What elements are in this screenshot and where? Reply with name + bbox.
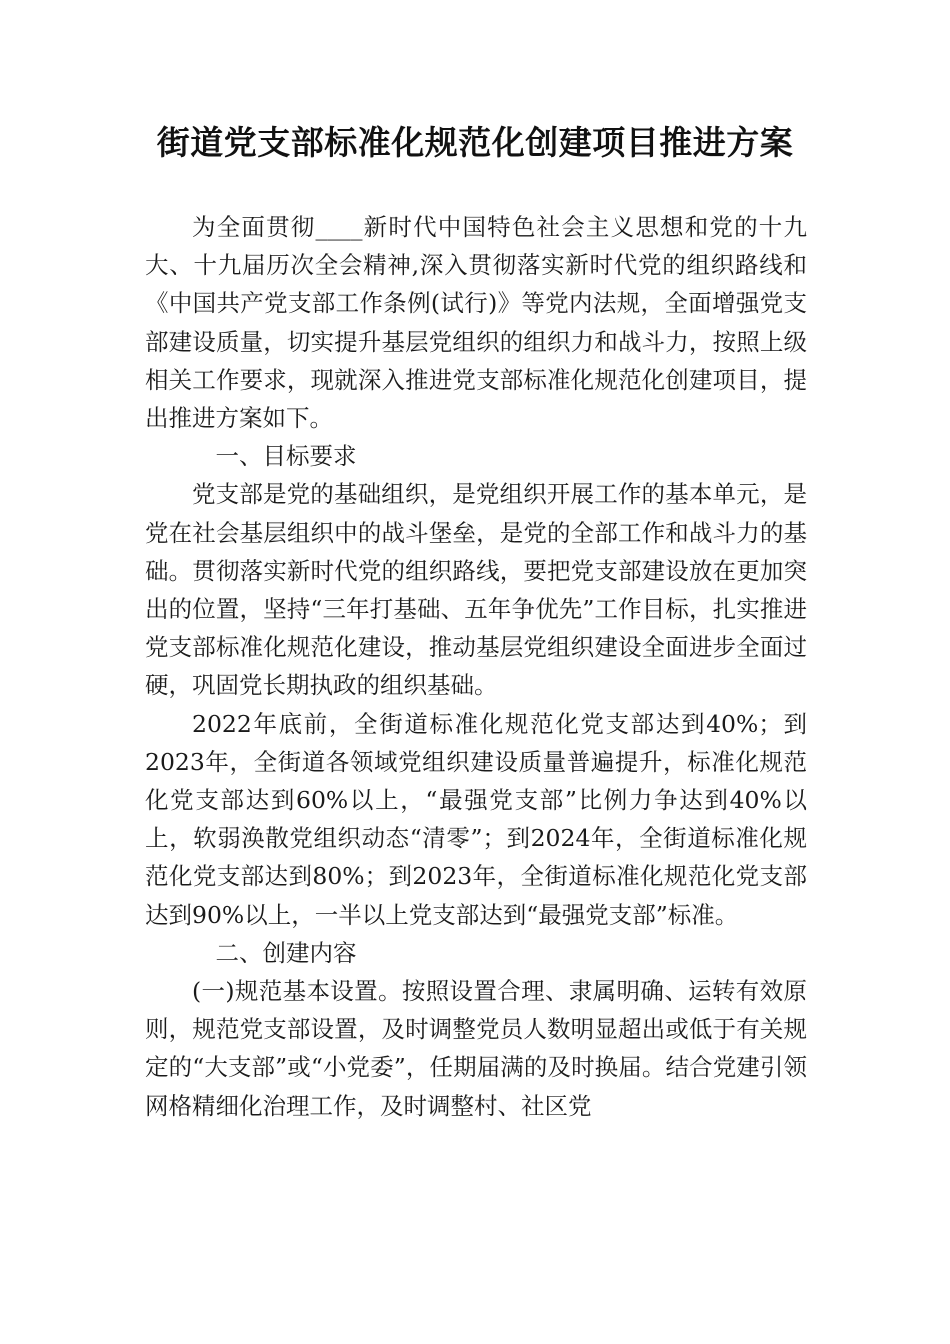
goals-paragraph: 党支部是党的基础组织，是党组织开展工作的基本单元，是党在社会基层组织中的战斗堡垒，是党的全部工作和战斗力的基础。贯彻落实新时代党的组织路线，要把党支部建设放在更加突出的位置，坚持“三年打基础、五年争优先”工作目标，扎实推进党支部标准化规范化建设，推动基层党组织建设全面进步全面过硬，巩固党长期执政的组织基础。 — [145, 480, 807, 700]
document-body — [145, 208, 807, 1125]
section-heading-goals: 一、目标要求 — [215, 442, 357, 471]
content-paragraph-1: (一)规范基本设置。按照设置合理、隶属明确、运转有效原则，规范党支部设置，及时调整党员人数明显超出或低于有关规定的“大支部”或“小党委”，任期届满的及时换届。结合党建引领网格精细化治理工作，及时调整村、社区党 — [145, 977, 807, 1120]
targets-paragraph: 2022年底前，全街道标准化规范化党支部达到40%；到2023年，全街道各领域党组织建设质量普遍提升，标准化规范化党支部达到60%以上，“最强党支部”比例力争达到40%以上，软弱涣散党组织动态“清零”；到2024年，全街道标准化规范化党支部达到80%；到2023年，全街道标准化规范化党支部达到90%以上，一半以上党支部达到“最强党支部”标准。 — [145, 709, 807, 929]
section-heading-content: 二、创建内容 — [215, 938, 357, 967]
document-title: 街道党支部标准化规范化创建项目推进方案 — [156, 123, 794, 162]
intro-paragraph: 为全面贯彻____新时代中国特色社会主义思想和党的十九大、十九届历次全会精神,深入贯彻落实新时代党的组织路线和《中国共产党支部工作条例(试行)》等党内法规，全面增强党支部建设质量，切实提升基层党组织的组织力和战斗力，按照上级相关工作要求，现就深入推进党支部标准化规范化创建项目，提出推进方案如下。 — [145, 213, 807, 433]
